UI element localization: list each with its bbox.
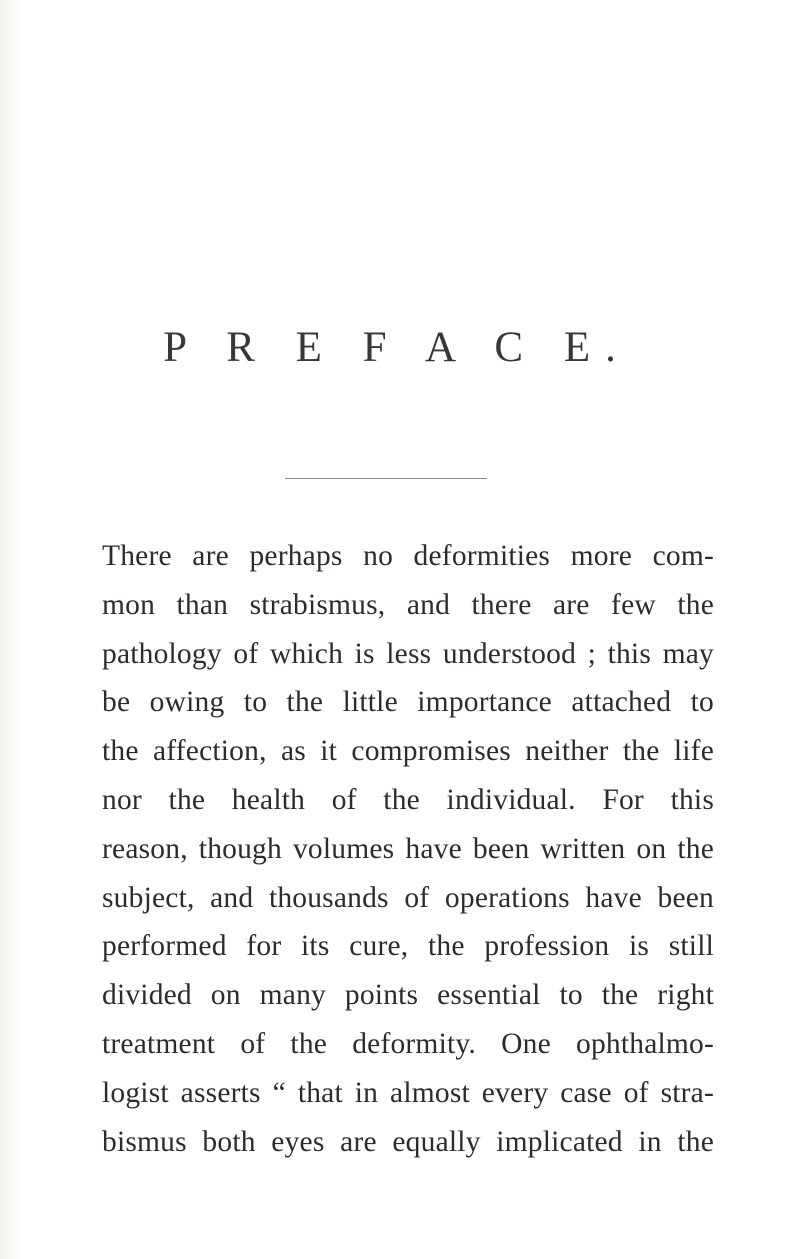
text-line: the affection, as it compromises neither the life [102,735,714,768]
text-line: performed for its cure, the profession is still [102,930,714,963]
text-line: There are perhaps no deformities more com- [102,540,714,572]
text-line: subject, and thousands of operations have been [102,881,714,914]
preface-heading: P R E F A C E. [163,324,631,371]
text-line: nor the health of the individual. For this [102,783,714,816]
text-line: divided on many points essential to the right [102,979,714,1012]
heading-rule [285,478,487,479]
text-line: be owing to the little importance attached to [102,686,714,719]
preface-body [102,532,714,1166]
text-line: logist asserts “ that in almost every case of stra- [102,1076,714,1109]
text-line: treatment of the deformity. One ophthalmo- [102,1027,714,1060]
text-line: reason, though volumes have been written on the [102,832,714,865]
text-line: bismus both eyes are equally implicated in the [102,1125,714,1158]
text-line: mon than strabismus, and there are few the [102,588,714,621]
text-line: pathology of which is less understood ; this may [102,637,714,670]
